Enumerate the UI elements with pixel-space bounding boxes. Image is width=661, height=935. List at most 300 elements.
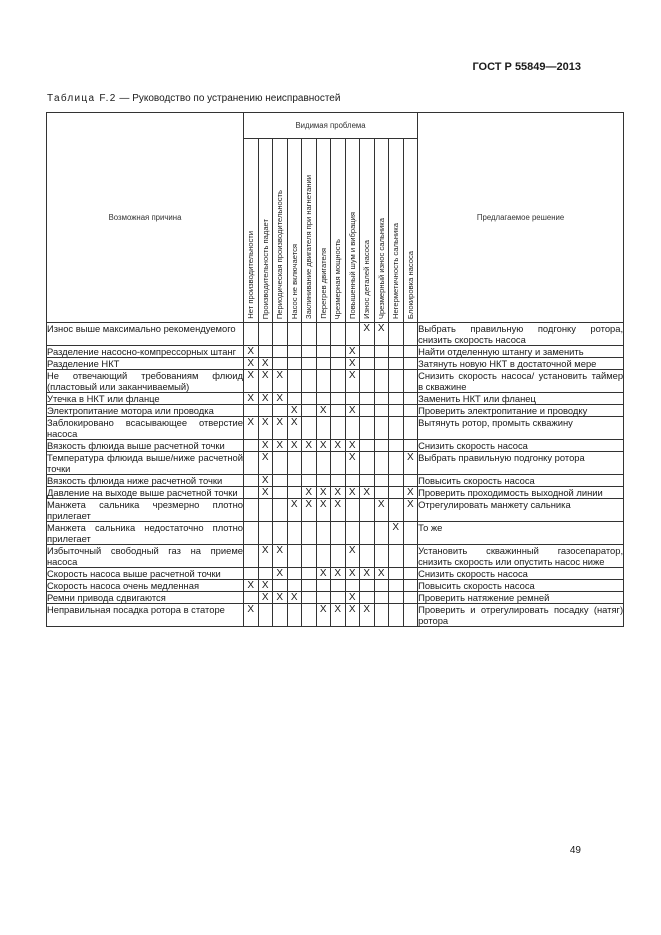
mark-cell [287,568,302,580]
table-row [47,405,624,417]
mark-cell [273,358,288,370]
mark-cell [244,417,259,440]
mark-x: X [247,358,255,369]
mark-cell [345,604,360,627]
mark-cell [331,393,346,405]
mark-x: X [348,487,356,498]
table-row [47,393,624,405]
mark-cell [374,568,389,580]
cause-cell: Температура флюида выше/ниже расчетной точки [47,452,243,474]
mark-x: X [290,499,298,510]
mark-x: X [261,475,269,486]
solution-cell: Отрегулировать манжету сальника [418,499,624,522]
mark-x: X [334,568,342,579]
mark-cell [244,580,259,592]
mark-cell [345,545,360,568]
cause-cell: Манжета сальника чрезмерно плотно прилегает [47,499,243,521]
cause-cell: Неправильная посадка ротора в статоре [47,604,244,627]
mark-cell [331,522,346,545]
mark-cell [389,393,404,405]
mark-cell [403,545,418,568]
mark-cell [258,417,273,440]
mark-cell [374,452,389,475]
mark-cell [287,393,302,405]
mark-cell [244,393,259,405]
mark-x: X [319,440,327,451]
mark-cell [389,370,404,393]
table-row [47,370,624,393]
mark-cell [316,405,331,417]
mark-cell [316,417,331,440]
mark-cell [360,487,375,499]
mark-cell [331,604,346,627]
mark-cell [403,405,418,417]
mark-x: X [348,358,356,369]
mark-x: X [319,405,327,416]
cause-cell: Вязкость флюида ниже расчетной точки [47,475,244,487]
mark-cell [360,346,375,358]
mark-cell [273,370,288,393]
mark-cell [244,346,259,358]
mark-cell [389,405,404,417]
mark-x: X [348,604,356,615]
mark-x: X [247,580,255,591]
mark-cell [389,475,404,487]
mark-cell [374,323,389,346]
mark-cell [389,417,404,440]
mark-x: X [261,592,269,603]
mark-cell [244,405,259,417]
mark-cell [374,417,389,440]
solution-cell: Найти отделенную штангу и заменить [418,346,624,358]
mark-x: X [276,592,284,603]
table-row [47,440,624,452]
table-header [47,113,624,323]
mark-x: X [290,417,298,428]
table-caption-text: Руководство по устранению неисправностей [132,93,341,104]
solution-cell: Проверить электропитание и проводку [418,405,624,417]
table-row [47,487,624,499]
mark-cell [360,323,375,346]
mark-cell [403,440,418,452]
mark-cell [287,370,302,393]
mark-cell [316,346,331,358]
mark-cell [273,545,288,568]
solution-cell: Затянуть новую НКТ в достаточной мере [418,358,624,370]
mark-x: X [363,604,371,615]
mark-cell [244,545,259,568]
mark-cell [287,580,302,592]
mark-cell [302,568,317,580]
mark-cell [360,370,375,393]
mark-cell [302,475,317,487]
mark-cell [302,487,317,499]
table-row [47,545,624,568]
table-row [47,522,624,545]
mark-x: X [377,568,385,579]
mark-cell [345,580,360,592]
cause-cell: Заблокировано всасывающее отверстие насоса [47,417,243,439]
cause-cell: Давление на выходе выше расчетной точки [47,487,244,499]
mark-x: X [290,592,298,603]
solution-cell: Вытянуть ротор, промыть скважину [418,417,624,440]
header-problem-label: Чрезмерная мощность [333,238,342,319]
mark-cell [316,592,331,604]
mark-cell [244,475,259,487]
mark-cell [403,346,418,358]
mark-cell [360,417,375,440]
mark-cell [316,440,331,452]
solution-cell: Повысить скорость насоса [418,580,624,592]
mark-cell [316,370,331,393]
mark-cell [287,487,302,499]
mark-cell [331,475,346,487]
mark-cell [258,487,273,499]
header-problem [360,139,375,323]
header-problem [345,139,360,323]
mark-cell [374,475,389,487]
mark-x: X [261,545,269,556]
mark-cell [244,604,259,627]
mark-x: X [363,487,371,498]
table-row [47,358,624,370]
mark-x: X [348,405,356,416]
mark-x: X [319,604,327,615]
mark-cell [345,452,360,475]
mark-cell [316,323,331,346]
mark-cell [287,417,302,440]
header-problem [374,139,389,323]
mark-cell [258,358,273,370]
mark-cell [273,440,288,452]
mark-x: X [261,452,269,463]
mark-cell [389,545,404,568]
mark-cell [331,568,346,580]
header-problem [302,139,317,323]
mark-cell [360,452,375,475]
mark-x: X [377,323,385,334]
mark-cell [273,405,288,417]
mark-cell [360,604,375,627]
solution-cell: Проверить проходимость выходной линии [418,487,624,499]
header-solution: Предлагаемое решение [418,113,624,323]
header-problem-label: Заклинивание двигателя при нагнетании [304,175,313,319]
mark-x: X [392,522,400,533]
solution-cell: Проверить и отрегулировать посадку (натяг) ротора [418,604,624,626]
mark-x: X [334,487,342,498]
mark-x: X [319,568,327,579]
mark-cell [360,568,375,580]
cause-cell: Вязкость флюида выше расчетной точки [47,440,244,452]
mark-cell [258,475,273,487]
table-row [47,475,624,487]
mark-cell [273,487,288,499]
header-problem-label: Негерметичность сальника [391,223,400,319]
mark-cell [287,475,302,487]
mark-cell [273,346,288,358]
mark-cell [287,440,302,452]
mark-cell [345,475,360,487]
header-problem-label: Износ деталей насоса [362,240,371,319]
mark-cell [287,323,302,346]
cause-cell: Износ выше максимально рекомендуемого [47,323,244,346]
table-caption-label: Таблица F.2 [47,93,117,104]
mark-cell [316,452,331,475]
mark-cell [258,405,273,417]
mark-cell [258,580,273,592]
mark-x: X [261,487,269,498]
mark-cell [403,417,418,440]
mark-cell [374,346,389,358]
mark-x: X [247,417,255,428]
mark-cell [345,440,360,452]
mark-cell [345,487,360,499]
mark-cell [258,545,273,568]
mark-x: X [261,358,269,369]
mark-cell [302,370,317,393]
mark-x: X [348,370,356,381]
table-caption [47,93,340,104]
header-problem [316,139,331,323]
mark-x: X [276,545,284,556]
header-problem-label: Блокировка насоса [405,250,415,319]
header-problem [287,139,302,323]
header-visible-problem: Видимая проблема [244,113,418,139]
mark-x: X [334,604,342,615]
mark-cell [389,358,404,370]
mark-cell [287,346,302,358]
mark-cell [403,393,418,405]
table-row [47,417,624,440]
mark-cell [273,393,288,405]
mark-cell [258,370,273,393]
mark-cell [345,346,360,358]
mark-cell [374,487,389,499]
mark-cell [302,522,317,545]
header-problem-label: Повышенный шум и вибрация [347,212,357,319]
solution-cell: Выбрать правильную подгонку ротора [418,452,624,475]
mark-x: X [247,370,255,381]
mark-cell [374,592,389,604]
mark-cell [244,568,259,580]
mark-cell [331,323,346,346]
mark-cell [345,323,360,346]
mark-cell [244,487,259,499]
mark-cell [302,440,317,452]
mark-cell [403,323,418,346]
mark-cell [316,580,331,592]
mark-cell [403,487,418,499]
mark-x: X [305,499,313,510]
mark-cell [273,580,288,592]
header-problem [331,139,346,323]
mark-cell [374,358,389,370]
mark-cell [302,499,317,522]
mark-cell [360,545,375,568]
mark-cell [287,545,302,568]
mark-x: X [348,568,356,579]
mark-x: X [276,417,284,428]
mark-cell [345,499,360,522]
mark-cell [389,487,404,499]
mark-cell [244,440,259,452]
page-number: 49 [569,845,581,856]
mark-cell [360,405,375,417]
mark-cell [345,405,360,417]
mark-cell [345,358,360,370]
mark-cell [345,417,360,440]
mark-cell [302,452,317,475]
mark-x: X [406,487,414,498]
header-problem-label: Периодическая производительность [275,189,284,319]
mark-cell [258,499,273,522]
cause-cell: Скорость насоса очень медленная [47,580,244,592]
mark-cell [258,568,273,580]
mark-cell [403,358,418,370]
mark-cell [273,452,288,475]
mark-cell [273,592,288,604]
mark-x: X [261,580,269,591]
mark-cell [403,499,418,522]
cause-cell: Разделение насосно-компрессорных штанг [47,346,244,358]
mark-cell [331,417,346,440]
mark-cell [389,522,404,545]
mark-cell [316,475,331,487]
mark-cell [403,580,418,592]
cause-cell: Не отвечающий требованиям флюид (пластовый или заканчиваемый) [47,370,243,392]
mark-x: X [276,568,284,579]
mark-x: X [348,545,356,556]
mark-x: X [363,323,371,334]
mark-cell [389,592,404,604]
mark-cell [287,405,302,417]
mark-x: X [334,440,342,451]
mark-x: X [261,370,269,381]
mark-cell [389,452,404,475]
mark-x: X [319,499,327,510]
mark-x: X [348,592,356,603]
table-row [47,592,624,604]
troubleshooting-table [46,112,624,627]
mark-x: X [276,393,284,404]
mark-cell [258,592,273,604]
mark-x: X [247,346,255,357]
mark-cell [244,592,259,604]
mark-cell [331,370,346,393]
mark-cell [403,452,418,475]
table-caption-separator: — [116,93,133,104]
mark-cell [302,323,317,346]
header-problem-label: Нет производительности [246,231,255,319]
mark-cell [244,358,259,370]
mark-cell [389,568,404,580]
mark-cell [273,604,288,627]
solution-cell: Выбрать правильную подгонку ротора, снизить скорость насоса [418,323,624,345]
mark-cell [273,522,288,545]
mark-cell [345,393,360,405]
mark-cell [331,487,346,499]
mark-x: X [276,440,284,451]
mark-x: X [363,568,371,579]
mark-cell [389,323,404,346]
solution-cell: Заменить НКТ или фланец [418,393,624,405]
mark-cell [389,580,404,592]
mark-x: X [247,393,255,404]
mark-cell [258,522,273,545]
mark-cell [360,358,375,370]
mark-cell [374,580,389,592]
mark-cell [331,545,346,568]
mark-cell [273,499,288,522]
mark-x: X [290,405,298,416]
mark-cell [287,522,302,545]
solution-cell: Установить скважинный газосепаратор, снизить скорость или опустить насос ниже [418,545,624,567]
header-problem [258,139,273,323]
mark-x: X [261,417,269,428]
mark-cell [316,393,331,405]
table-row [47,452,624,475]
mark-cell [345,370,360,393]
mark-cell [302,592,317,604]
mark-cell [345,568,360,580]
table-row [47,346,624,358]
mark-cell [244,522,259,545]
mark-cell [374,405,389,417]
mark-cell [302,580,317,592]
cause-cell: Разделение НКТ [47,358,244,370]
mark-cell [360,499,375,522]
table-body [47,323,624,627]
mark-cell [331,346,346,358]
mark-cell [374,393,389,405]
mark-x: X [247,604,255,615]
mark-cell [389,499,404,522]
mark-cell [360,440,375,452]
mark-cell [403,475,418,487]
mark-cell [331,440,346,452]
header-problem-label: Насос не включается [289,243,299,319]
mark-cell [258,393,273,405]
mark-cell [331,580,346,592]
mark-cell [331,358,346,370]
mark-cell [331,499,346,522]
mark-cell [316,545,331,568]
mark-cell [244,452,259,475]
mark-cell [316,568,331,580]
mark-x: X [334,499,342,510]
mark-x: X [261,440,269,451]
mark-cell [316,358,331,370]
mark-cell [360,475,375,487]
mark-cell [389,440,404,452]
mark-cell [403,568,418,580]
mark-x: X [290,440,298,451]
mark-x: X [377,499,385,510]
header-problem-label: Перегрев двигателя [318,248,328,319]
mark-cell [360,592,375,604]
mark-cell [244,370,259,393]
solution-cell: То же [418,522,624,545]
table-row [47,323,624,346]
mark-cell [316,499,331,522]
mark-cell [360,393,375,405]
mark-cell [403,604,418,627]
mark-x: X [348,452,356,463]
mark-cell [287,592,302,604]
mark-cell [403,592,418,604]
solution-cell: Проверить натяжение ремней [418,592,624,604]
header-cause: Возможная причина [47,113,244,323]
